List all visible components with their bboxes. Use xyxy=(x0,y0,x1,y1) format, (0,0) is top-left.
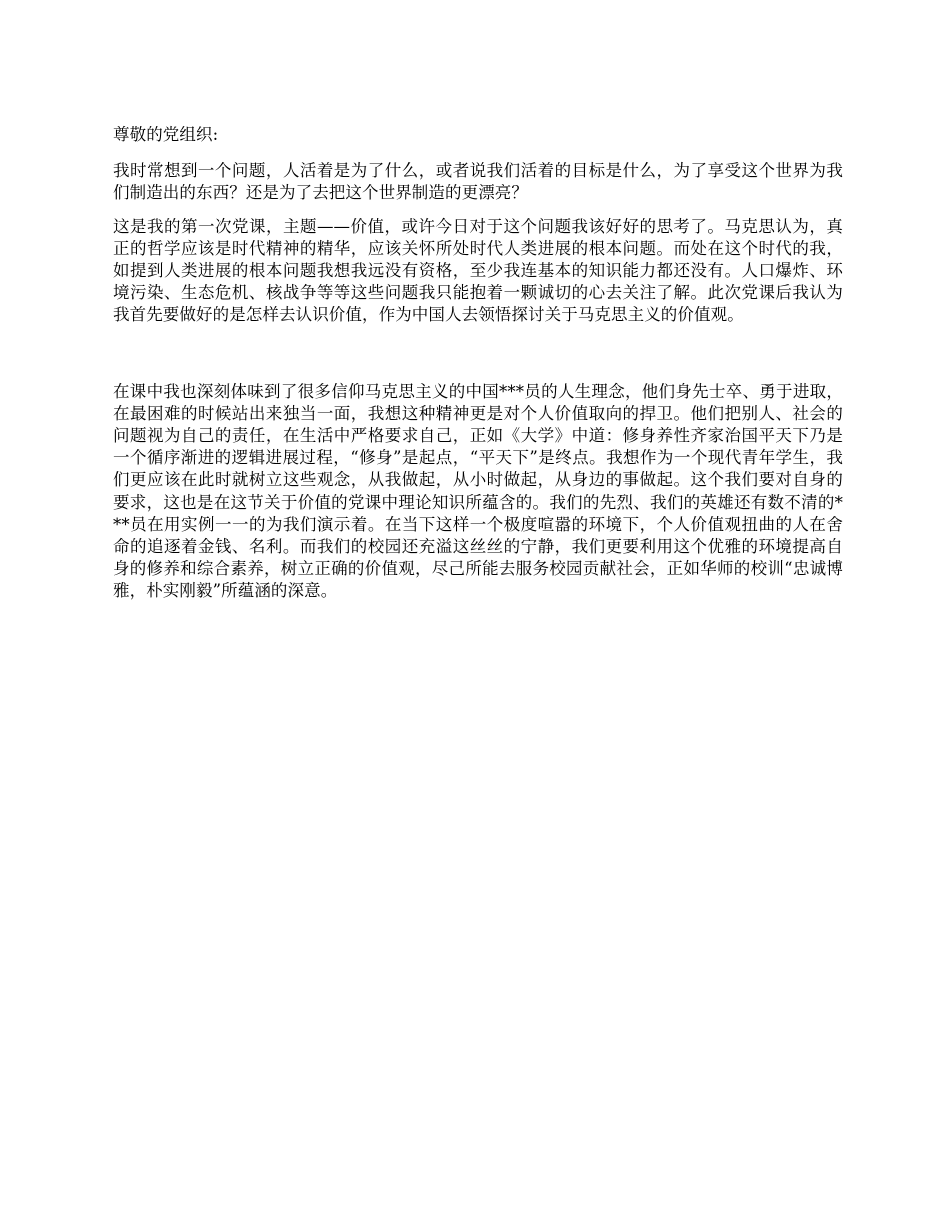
paragraph-1: 我时常想到一个问题，人活着是为了什么，或者说我们活着的目标是什么，为了享受这个世界为我们制造出的东西？还是为了去把这个世界制造的更漂亮？ xyxy=(113,161,843,203)
paragraph-2: 这是我的第一次党课，主题——价值，或许今日对于这个问题我该好好的思考了。马克思认为，真正的哲学应该是时代精神的精华，应该关怀所处时代人类进展的根本问题。而处在这个时代的我，如提到人类进展的根本问题我想我远没有资格，至少我连基本的知识能力都还没有。人口爆炸、环境污染、生态危机、核战争等等这些问题我只能抱着一颗诚切的心去关注了解。此次党课后我认为我首先要做好的是怎样去认识价值，作为中国人去领悟探讨关于马克思主义的价值观。 xyxy=(113,216,843,325)
paragraph-3: 在课中我也深刻体味到了很多信仰马克思主义的中国***员的人生理念，他们身先士卒、勇于进取，在最困难的时候站出来独当一面，我想这种精神更是对个人价值取向的捍卫。他们把别人、社会的问题视为自己的责任，在生活中严格要求自己，正如《大学》中道：修身养性齐家治国平天下乃是一个循序渐进的逻辑进展过程，“修身”是起点，“平天下”是终点。我想作为一个现代青年学生，我们更应该在此时就树立这些观念，从我做起，从小时做起，从身边的事做起。这个我们要对自身的要求，这也是在这节关于价值的党课中理论知识所蕴含的。我们的先烈、我们的英雄还有数不清的***员在用实例一一的为我们演示着。在当下这样一个极度喧嚣的环境下，个人价值观扭曲的人在舍命的追逐着金钱、名利。而我们的校园还充溢这丝丝的宁静，我们更要利用这个优雅的环境提高自身的修养和综合素养，树立正确的价值观，尽己所能去服务校园贡献社会，正如华师的校训“忠诚博雅，朴实刚毅”所蕴涵的深意。 xyxy=(113,381,843,601)
document-body xyxy=(113,124,843,603)
salutation: 尊敬的党组织: xyxy=(113,125,219,144)
